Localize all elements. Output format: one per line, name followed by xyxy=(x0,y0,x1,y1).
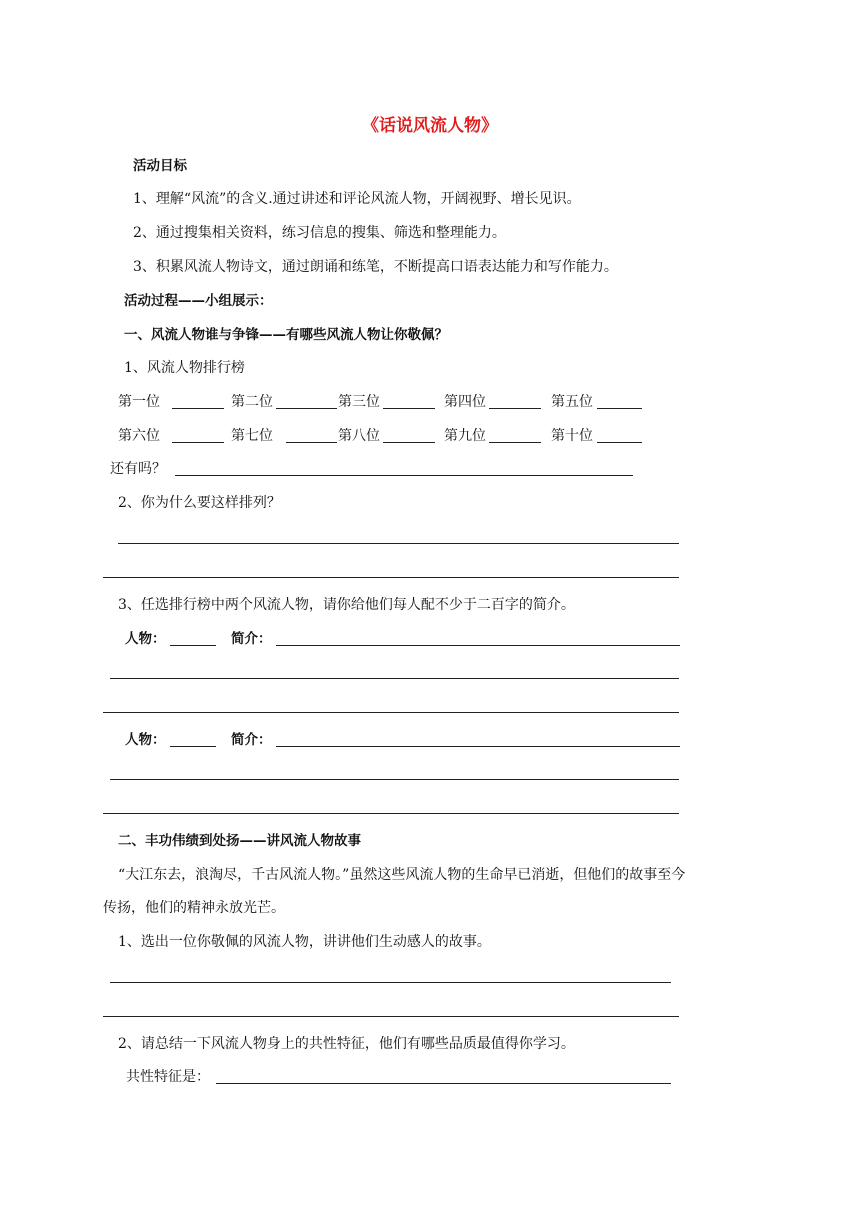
answer-line[interactable] xyxy=(103,813,679,814)
person-label: 人物： xyxy=(125,631,166,647)
rank-label-1: 第一位 xyxy=(118,394,160,410)
goal-item-2: 2、通过搜集相关资料，练习信息的搜集、筛选和整理能力。 xyxy=(133,225,506,241)
answer-line[interactable] xyxy=(103,712,679,713)
intro-question: 3、任选排行榜中两个风流人物，请你给他们每人配不少于二百字的简介。 xyxy=(118,597,575,613)
rank-label-7: 第七位 xyxy=(231,428,273,444)
ranking-question: 1、风流人物排行榜 xyxy=(124,360,245,376)
intro-label: 简介： xyxy=(231,631,272,647)
rank-blank-5[interactable] xyxy=(597,408,642,409)
person-blank[interactable] xyxy=(170,746,216,747)
answer-line[interactable] xyxy=(103,1016,679,1017)
goals-heading: 活动目标 xyxy=(133,158,187,174)
rank-label-5: 第五位 xyxy=(551,394,593,410)
more-blank[interactable] xyxy=(175,475,633,476)
more-label: 还有吗？ xyxy=(110,461,166,477)
rank-label-10: 第十位 xyxy=(551,428,593,444)
story-question: 1、选出一位你敬佩的风流人物，讲讲他们生动感人的故事。 xyxy=(118,934,491,950)
person-blank[interactable] xyxy=(170,645,216,646)
intro-blank[interactable] xyxy=(276,746,680,747)
rank-blank-3[interactable] xyxy=(383,408,435,409)
common-traits-label: 共性特征是： xyxy=(126,1069,210,1085)
answer-line[interactable] xyxy=(118,543,679,544)
rank-blank-7[interactable] xyxy=(286,442,337,443)
rank-blank-9[interactable] xyxy=(489,442,541,443)
section2-heading: 二、丰功伟绩到处扬——讲风流人物故事 xyxy=(118,833,361,849)
traits-question: 2、请总结一下风流人物身上的共性特征，他们有哪些品质最值得你学习。 xyxy=(118,1036,575,1052)
rank-label-3: 第三位 xyxy=(338,394,380,410)
rank-blank-4[interactable] xyxy=(489,408,541,409)
answer-line[interactable] xyxy=(110,678,679,679)
page-title: 《话说风流人物》 xyxy=(362,116,498,136)
section2-paragraph-line-1: “大江东去，浪淘尽，千古风流人物。”虽然这些风流人物的生命早已消逝，但他们的故事至今 xyxy=(118,867,686,883)
rank-blank-1[interactable] xyxy=(172,408,224,409)
rank-blank-6[interactable] xyxy=(172,442,224,443)
section2-paragraph-line-2: 传扬，他们的精神永放光芒。 xyxy=(103,900,285,916)
rank-blank-2[interactable] xyxy=(276,408,337,409)
section1-heading: 一、风流人物谁与争锋——有哪些风流人物让你敬佩？ xyxy=(124,327,448,343)
person-label: 人物： xyxy=(125,732,166,748)
answer-line[interactable] xyxy=(110,779,679,780)
answer-line[interactable] xyxy=(110,982,671,983)
rank-label-8: 第八位 xyxy=(338,428,380,444)
rank-label-2: 第二位 xyxy=(231,394,273,410)
rank-blank-10[interactable] xyxy=(597,442,642,443)
process-heading: 活动过程——小组展示： xyxy=(124,293,273,309)
rank-label-6: 第六位 xyxy=(118,428,160,444)
rank-blank-8[interactable] xyxy=(383,442,435,443)
rank-label-4: 第四位 xyxy=(444,394,486,410)
intro-blank[interactable] xyxy=(276,645,680,646)
order-question: 2、你为什么要这样排列？ xyxy=(118,495,281,511)
rank-label-9: 第九位 xyxy=(444,428,486,444)
goal-item-3: 3、积累风流人物诗文，通过朗诵和练笔，不断提高口语表达能力和写作能力。 xyxy=(133,259,618,275)
answer-line[interactable] xyxy=(103,577,679,578)
intro-label: 简介： xyxy=(231,732,272,748)
goal-item-1: 1、理解“风流”的含义.通过讲述和评论风流人物，开阔视野、增长见识。 xyxy=(133,191,581,207)
common-traits-blank[interactable] xyxy=(216,1083,671,1084)
